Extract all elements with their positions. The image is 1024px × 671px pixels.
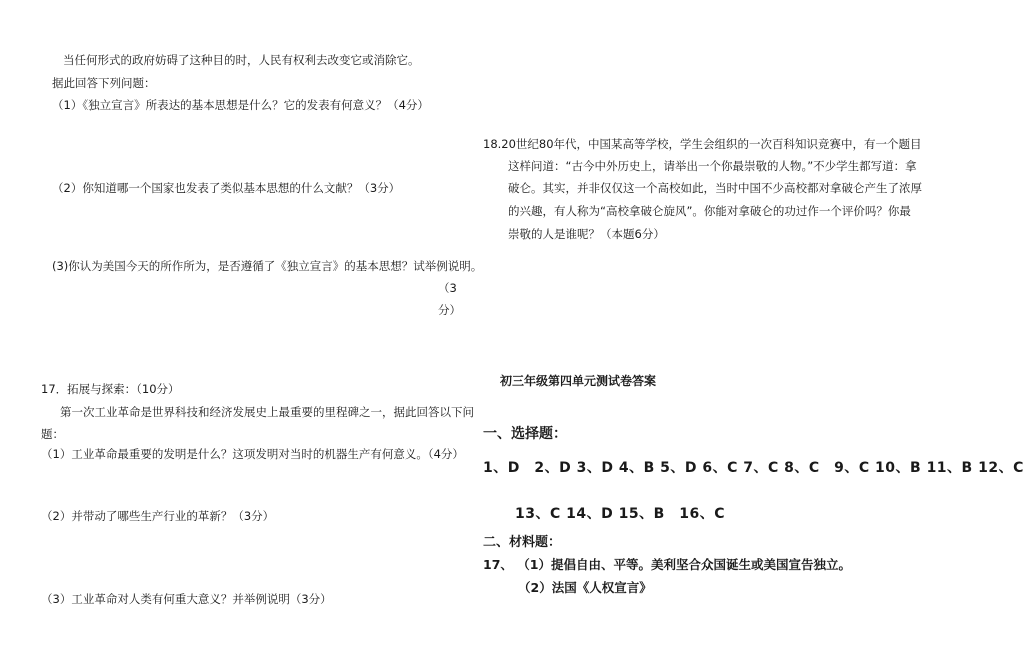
question-18-line-4: 的兴趣，有人称为“高校拿破仑旋风”。你能对拿破仑的功过作一个评价吗？你最: [508, 204, 911, 218]
section-multiple-choice-heading: 一、选择题：: [483, 426, 567, 442]
question-17-2: （2）并带动了哪些生产行业的革新？（3分）: [41, 509, 275, 523]
answer-17-2: （2）法国《人权宣言》: [518, 580, 652, 595]
question-16-2: （2）你知道哪一个国家也发表了类似基本思想的什么文献？（3分）: [52, 181, 401, 195]
question-18-line-5: 崇敬的人是谁呢？（本题6分）: [508, 227, 665, 241]
question-17-title: 17．拓展与探索：（10分）: [41, 382, 180, 396]
question-18-line-2: 这样问道：“古今中外历史上，请举出一个你最崇敬的人物。”不少学生都写道：拿: [508, 159, 917, 173]
question-16-1: （1）《独立宣言》所表达的基本思想是什么？它的发表有何意义？（4分）: [52, 98, 429, 112]
section-material-heading: 二、材料题：: [483, 535, 562, 550]
question-16-3: (3)你认为美国今天的所作所为，是否遵循了《独立宣言》的基本思想？试举例说明。: [52, 259, 483, 273]
answer-prompt: 据此回答下列问题：: [52, 76, 156, 90]
answer-key-title: 初三年级第四单元测试卷答案: [500, 374, 657, 388]
answer-17-1: 17、 （1）提倡自由、平等。美利坚合众国诞生或美国宣告独立。: [483, 557, 851, 572]
question-18-line-1: 18.20世纪80年代，中国某高等学校，学生会组织的一次百科知识竞赛中，有一个题目: [483, 137, 922, 151]
multiple-choice-answers-line-1: 1、D 2、D 3、D 4、B 5、D 6、C 7、C 8、C 9、C 10、B 11、B 12、C: [483, 460, 1024, 476]
multiple-choice-answers-line-2: 13、C 14、D 15、B 16、C: [515, 506, 726, 522]
question-18-line-3: 破仑。其实，并非仅仅这一个高校如此，当时中国不少高校都对拿破仑产生了浓厚: [508, 181, 922, 195]
intro-quote: 当任何形式的政府妨碍了这种目的时，人民有权利去改变它或消除它。: [63, 53, 420, 67]
question-17-1: （1）工业革命最重要的发明是什么？这项发明对当时的机器生产有何意义。（4分）: [41, 447, 464, 461]
question-17-intro-line-1: 第一次工业革命是世界科技和经济发展史上最重要的里程碑之一，据此回答以下问: [60, 405, 474, 419]
question-17-3: （3）工业革命对人类有何重大意义？并举例说明（3分）: [41, 592, 332, 606]
question-17-intro-line-2: 题：: [41, 427, 64, 441]
question-16-3-score-b: 分）: [438, 303, 461, 317]
question-16-3-score-a: （3: [438, 281, 457, 295]
